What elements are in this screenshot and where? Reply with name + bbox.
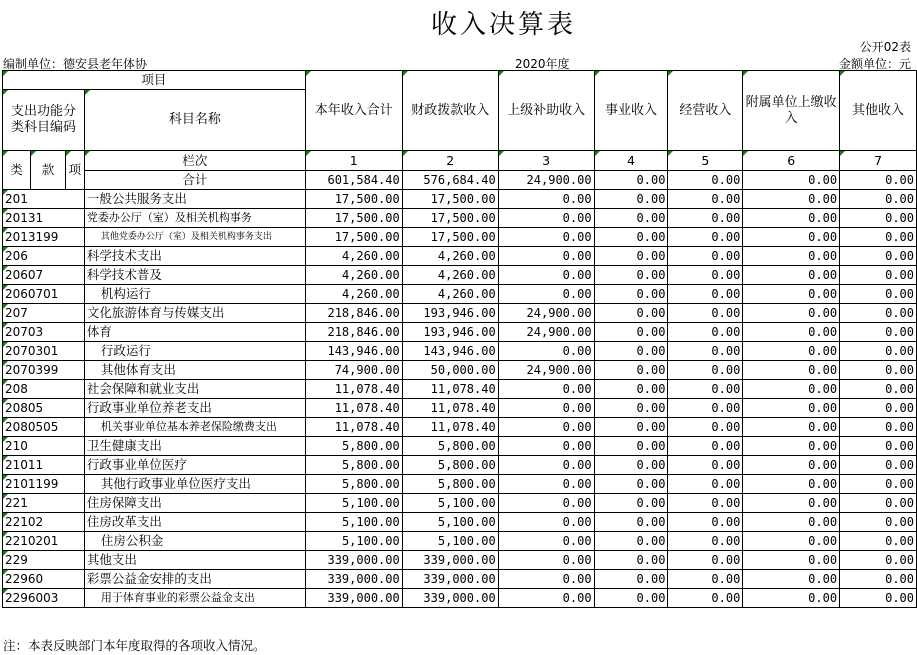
- col-number: 6: [743, 151, 840, 171]
- row-value: 0.00: [743, 209, 840, 228]
- row-value: 0.00: [594, 323, 668, 342]
- row-value: 0.00: [743, 266, 840, 285]
- row-code: 210: [3, 437, 85, 456]
- row-value: 339,000.00: [402, 551, 498, 570]
- row-value: 0.00: [668, 304, 743, 323]
- row-value: 74,900.00: [305, 361, 402, 380]
- table-row: [3, 380, 917, 399]
- row-name: 卫生健康支出: [84, 437, 305, 456]
- reporting-unit: 编制单位：德安县老年体协: [3, 57, 148, 71]
- col-header-3: 上级补助收入: [498, 71, 594, 151]
- row-name: 党委办公厅（室）及相关机构事务: [84, 209, 305, 228]
- table-row: [3, 209, 917, 228]
- table-row: [3, 551, 917, 570]
- fiscal-year: 2020年度: [515, 57, 570, 71]
- row-value: 339,000.00: [402, 570, 498, 589]
- row-value: 0.00: [498, 247, 594, 266]
- row-value: 0.00: [743, 399, 840, 418]
- row-value: 0.00: [498, 228, 594, 247]
- header-lanci: 栏次: [84, 151, 305, 171]
- row-value: 0.00: [840, 285, 917, 304]
- header-subject-name: 科目名称: [84, 90, 305, 151]
- row-value: 0.00: [743, 380, 840, 399]
- row-value: 218,846.00: [305, 304, 402, 323]
- row-value: 0.00: [840, 190, 917, 209]
- row-value: 5,100.00: [305, 494, 402, 513]
- row-value: 0.00: [840, 532, 917, 551]
- row-value: 0.00: [743, 494, 840, 513]
- row-code: 206: [3, 247, 85, 266]
- row-name: 一般公共服务支出: [84, 190, 305, 209]
- row-value: 0.00: [743, 532, 840, 551]
- row-value: 0.00: [840, 323, 917, 342]
- row-value: 11,078.40: [305, 399, 402, 418]
- row-value: 0.00: [743, 228, 840, 247]
- row-value: 0.00: [498, 570, 594, 589]
- row-value: 0.00: [498, 266, 594, 285]
- table-row: [3, 456, 917, 475]
- col-number: 4: [594, 151, 668, 171]
- row-value: 0.00: [498, 494, 594, 513]
- row-value: 0.00: [594, 399, 668, 418]
- row-value: 5,100.00: [305, 513, 402, 532]
- row-value: 0.00: [743, 437, 840, 456]
- col-header-4: 事业收入: [594, 71, 668, 151]
- row-name: 行政事业单位养老支出: [84, 399, 305, 418]
- row-name: 住房改革支出: [84, 513, 305, 532]
- row-value: 0.00: [840, 418, 917, 437]
- row-value: 0.00: [668, 513, 743, 532]
- row-value: 0.00: [840, 266, 917, 285]
- row-value: 0.00: [498, 589, 594, 608]
- row-value: 5,800.00: [305, 437, 402, 456]
- row-value: 0.00: [594, 570, 668, 589]
- table-row: [3, 304, 917, 323]
- row-value: 0.00: [594, 456, 668, 475]
- row-value: 24,900.00: [498, 304, 594, 323]
- row-value: 0.00: [594, 266, 668, 285]
- col-header-6: 附属单位上缴收入: [743, 71, 840, 151]
- row-value: 0.00: [668, 551, 743, 570]
- total-row: [3, 171, 917, 190]
- row-value: 0.00: [840, 247, 917, 266]
- total-label: 合计: [84, 171, 305, 190]
- row-value: 11,078.40: [402, 418, 498, 437]
- row-value: 0.00: [840, 399, 917, 418]
- row-value: 0.00: [594, 209, 668, 228]
- row-value: 0.00: [840, 513, 917, 532]
- row-code: 20805: [3, 399, 85, 418]
- table-row: [3, 228, 917, 247]
- row-value: 0.00: [668, 247, 743, 266]
- row-value: 0.00: [668, 209, 743, 228]
- total-value: 0.00: [840, 171, 917, 190]
- row-value: 0.00: [594, 304, 668, 323]
- row-value: 0.00: [840, 589, 917, 608]
- row-value: 0.00: [498, 209, 594, 228]
- row-value: 0.00: [594, 494, 668, 513]
- row-value: 0.00: [840, 475, 917, 494]
- table-row: [3, 323, 917, 342]
- col-header-5: 经营收入: [668, 71, 743, 151]
- row-value: 0.00: [668, 437, 743, 456]
- total-value: 576,684.40: [402, 171, 498, 190]
- row-value: 0.00: [840, 361, 917, 380]
- row-value: 0.00: [743, 190, 840, 209]
- row-code: 208: [3, 380, 85, 399]
- row-value: 0.00: [594, 285, 668, 304]
- row-name: 科学技术支出: [84, 247, 305, 266]
- row-code: 201: [3, 190, 85, 209]
- row-value: 0.00: [743, 589, 840, 608]
- row-value: 0.00: [743, 342, 840, 361]
- row-code: 2080505: [3, 418, 85, 437]
- row-value: 0.00: [840, 304, 917, 323]
- row-value: 0.00: [668, 399, 743, 418]
- row-value: 17,500.00: [305, 209, 402, 228]
- row-value: 0.00: [498, 456, 594, 475]
- row-value: 0.00: [668, 589, 743, 608]
- row-value: 0.00: [668, 380, 743, 399]
- row-name: 体育: [84, 323, 305, 342]
- table-row: [3, 589, 917, 608]
- row-value: 5,800.00: [305, 456, 402, 475]
- row-value: 193,946.00: [402, 323, 498, 342]
- row-value: 5,800.00: [305, 475, 402, 494]
- row-code: 20131: [3, 209, 85, 228]
- row-code: 20607: [3, 266, 85, 285]
- row-value: 0.00: [743, 570, 840, 589]
- row-name: 机关事业单位基本养老保险缴费支出: [84, 418, 305, 437]
- col-number: 7: [840, 151, 917, 171]
- row-value: 0.00: [498, 190, 594, 209]
- row-value: 0.00: [668, 494, 743, 513]
- col-header-7: 其他收入: [840, 71, 917, 151]
- header-kuan: 款: [30, 151, 65, 190]
- col-number: 1: [305, 151, 402, 171]
- table-row: [3, 437, 917, 456]
- row-code: 2013199: [3, 228, 85, 247]
- row-value: 143,946.00: [402, 342, 498, 361]
- currency-unit: 金额单位：元: [838, 57, 911, 71]
- row-value: 0.00: [594, 513, 668, 532]
- row-value: 0.00: [743, 247, 840, 266]
- row-name: 住房保障支出: [84, 494, 305, 513]
- row-value: 0.00: [498, 380, 594, 399]
- row-value: 0.00: [594, 247, 668, 266]
- row-value: 0.00: [668, 532, 743, 551]
- table-row: [3, 399, 917, 418]
- row-value: 339,000.00: [402, 589, 498, 608]
- row-value: 0.00: [668, 228, 743, 247]
- row-value: 4,260.00: [402, 266, 498, 285]
- row-value: 5,100.00: [305, 532, 402, 551]
- table-row: [3, 285, 917, 304]
- row-value: 0.00: [743, 418, 840, 437]
- row-value: 0.00: [594, 228, 668, 247]
- row-value: 0.00: [594, 589, 668, 608]
- header-item: 项目: [3, 71, 306, 90]
- table-row: [3, 247, 917, 266]
- table-row: [3, 342, 917, 361]
- row-value: 5,100.00: [402, 513, 498, 532]
- row-code: 2296003: [3, 589, 85, 608]
- row-value: 17,500.00: [402, 228, 498, 247]
- row-value: 0.00: [668, 418, 743, 437]
- row-value: 0.00: [743, 304, 840, 323]
- row-name: 住房公积金: [84, 532, 305, 551]
- row-value: 0.00: [498, 418, 594, 437]
- row-value: 0.00: [594, 380, 668, 399]
- row-value: 339,000.00: [305, 589, 402, 608]
- table-row: [3, 532, 917, 551]
- row-value: 0.00: [840, 494, 917, 513]
- row-value: 24,900.00: [498, 323, 594, 342]
- row-name: 其他党委办公厅（室）及相关机构事务支出: [84, 228, 305, 247]
- row-name: 其他体育支出: [84, 361, 305, 380]
- total-value: 0.00: [668, 171, 743, 190]
- row-value: 0.00: [594, 437, 668, 456]
- row-value: 5,100.00: [402, 494, 498, 513]
- row-value: 17,500.00: [305, 228, 402, 247]
- row-value: 5,800.00: [402, 475, 498, 494]
- row-code: 22960: [3, 570, 85, 589]
- row-value: 0.00: [668, 342, 743, 361]
- row-code: 2070399: [3, 361, 85, 380]
- header-lei: 类: [3, 151, 31, 190]
- row-value: 0.00: [840, 456, 917, 475]
- row-value: 0.00: [743, 456, 840, 475]
- row-value: 0.00: [840, 570, 917, 589]
- row-value: 0.00: [743, 285, 840, 304]
- row-value: 0.00: [498, 532, 594, 551]
- row-value: 0.00: [594, 342, 668, 361]
- row-name: 行政运行: [84, 342, 305, 361]
- report-title: 收入决算表: [430, 10, 576, 40]
- row-value: 5,800.00: [402, 456, 498, 475]
- row-value: 0.00: [594, 551, 668, 570]
- row-value: 0.00: [668, 266, 743, 285]
- row-name: 机构运行: [84, 285, 305, 304]
- row-value: 4,260.00: [402, 247, 498, 266]
- col-header-1: 本年收入合计: [305, 71, 402, 151]
- row-value: 218,846.00: [305, 323, 402, 342]
- row-code: 21011: [3, 456, 85, 475]
- row-value: 17,500.00: [305, 190, 402, 209]
- form-number: 公开02表: [859, 40, 911, 54]
- row-value: 0.00: [594, 532, 668, 551]
- row-name: 行政事业单位医疗: [84, 456, 305, 475]
- table-row: [3, 266, 917, 285]
- row-value: 11,078.40: [402, 399, 498, 418]
- row-value: 5,800.00: [402, 437, 498, 456]
- table-row: [3, 190, 917, 209]
- table-row: [3, 570, 917, 589]
- row-code: 221: [3, 494, 85, 513]
- row-value: 0.00: [594, 361, 668, 380]
- row-name: 用于体育事业的彩票公益金支出: [84, 589, 305, 608]
- row-value: 0.00: [743, 475, 840, 494]
- table-row: [3, 418, 917, 437]
- row-value: 0.00: [498, 551, 594, 570]
- row-value: 339,000.00: [305, 570, 402, 589]
- total-value: 0.00: [743, 171, 840, 190]
- row-value: 0.00: [594, 190, 668, 209]
- total-value: 0.00: [594, 171, 668, 190]
- row-value: 0.00: [743, 551, 840, 570]
- col-number: 3: [498, 151, 594, 171]
- row-value: 0.00: [498, 399, 594, 418]
- table-row: [3, 494, 917, 513]
- row-value: 143,946.00: [305, 342, 402, 361]
- row-value: 0.00: [668, 570, 743, 589]
- row-value: 17,500.00: [402, 190, 498, 209]
- row-value: 0.00: [668, 190, 743, 209]
- row-value: 11,078.40: [305, 418, 402, 437]
- row-value: 4,260.00: [305, 285, 402, 304]
- header-xiang: 项: [65, 151, 84, 190]
- col-header-2: 财政拨款收入: [402, 71, 498, 151]
- row-value: 11,078.40: [402, 380, 498, 399]
- row-code: 2101199: [3, 475, 85, 494]
- row-name: 科学技术普及: [84, 266, 305, 285]
- row-value: 24,900.00: [498, 361, 594, 380]
- row-value: 0.00: [840, 209, 917, 228]
- table-row: [3, 475, 917, 494]
- row-value: 0.00: [743, 361, 840, 380]
- total-value: 24,900.00: [498, 171, 594, 190]
- row-value: 0.00: [498, 285, 594, 304]
- row-value: 0.00: [840, 228, 917, 247]
- row-value: 0.00: [498, 513, 594, 532]
- table-row: [3, 361, 917, 380]
- row-value: 193,946.00: [402, 304, 498, 323]
- row-value: 50,000.00: [402, 361, 498, 380]
- row-name: 彩票公益金安排的支出: [84, 570, 305, 589]
- row-value: 4,260.00: [402, 285, 498, 304]
- row-value: 339,000.00: [305, 551, 402, 570]
- row-value: 0.00: [498, 342, 594, 361]
- row-value: 4,260.00: [305, 266, 402, 285]
- row-code: 229: [3, 551, 85, 570]
- row-value: 0.00: [840, 551, 917, 570]
- row-value: 0.00: [840, 342, 917, 361]
- row-value: 0.00: [594, 475, 668, 494]
- row-code: 22102: [3, 513, 85, 532]
- row-name: 文化旅游体育与传媒支出: [84, 304, 305, 323]
- row-name: 社会保障和就业支出: [84, 380, 305, 399]
- header-func-code: 支出功能分类科目编码: [3, 90, 85, 151]
- row-value: 0.00: [498, 475, 594, 494]
- row-value: 0.00: [498, 437, 594, 456]
- row-value: 0.00: [840, 437, 917, 456]
- row-value: 0.00: [668, 285, 743, 304]
- row-value: 0.00: [840, 380, 917, 399]
- row-code: 207: [3, 304, 85, 323]
- row-value: 5,100.00: [402, 532, 498, 551]
- row-value: 0.00: [668, 456, 743, 475]
- row-name: 其他支出: [84, 551, 305, 570]
- row-value: 0.00: [668, 475, 743, 494]
- row-value: 0.00: [668, 323, 743, 342]
- row-value: 4,260.00: [305, 247, 402, 266]
- row-value: 0.00: [743, 513, 840, 532]
- row-value: 0.00: [668, 361, 743, 380]
- row-value: 0.00: [594, 418, 668, 437]
- row-value: 17,500.00: [402, 209, 498, 228]
- total-value: 601,584.40: [305, 171, 402, 190]
- table-row: [3, 513, 917, 532]
- col-number: 5: [668, 151, 743, 171]
- row-code: 2070301: [3, 342, 85, 361]
- row-value: 11,078.40: [305, 380, 402, 399]
- col-number: 2: [402, 151, 498, 171]
- income-table: [2, 70, 917, 608]
- row-code: 20703: [3, 323, 85, 342]
- table-note: 注：本表反映部门本年度取得的各项收入情况。: [3, 638, 266, 653]
- row-value: 0.00: [743, 323, 840, 342]
- row-code: 2060701: [3, 285, 85, 304]
- row-code: 2210201: [3, 532, 85, 551]
- row-name: 其他行政事业单位医疗支出: [84, 475, 305, 494]
